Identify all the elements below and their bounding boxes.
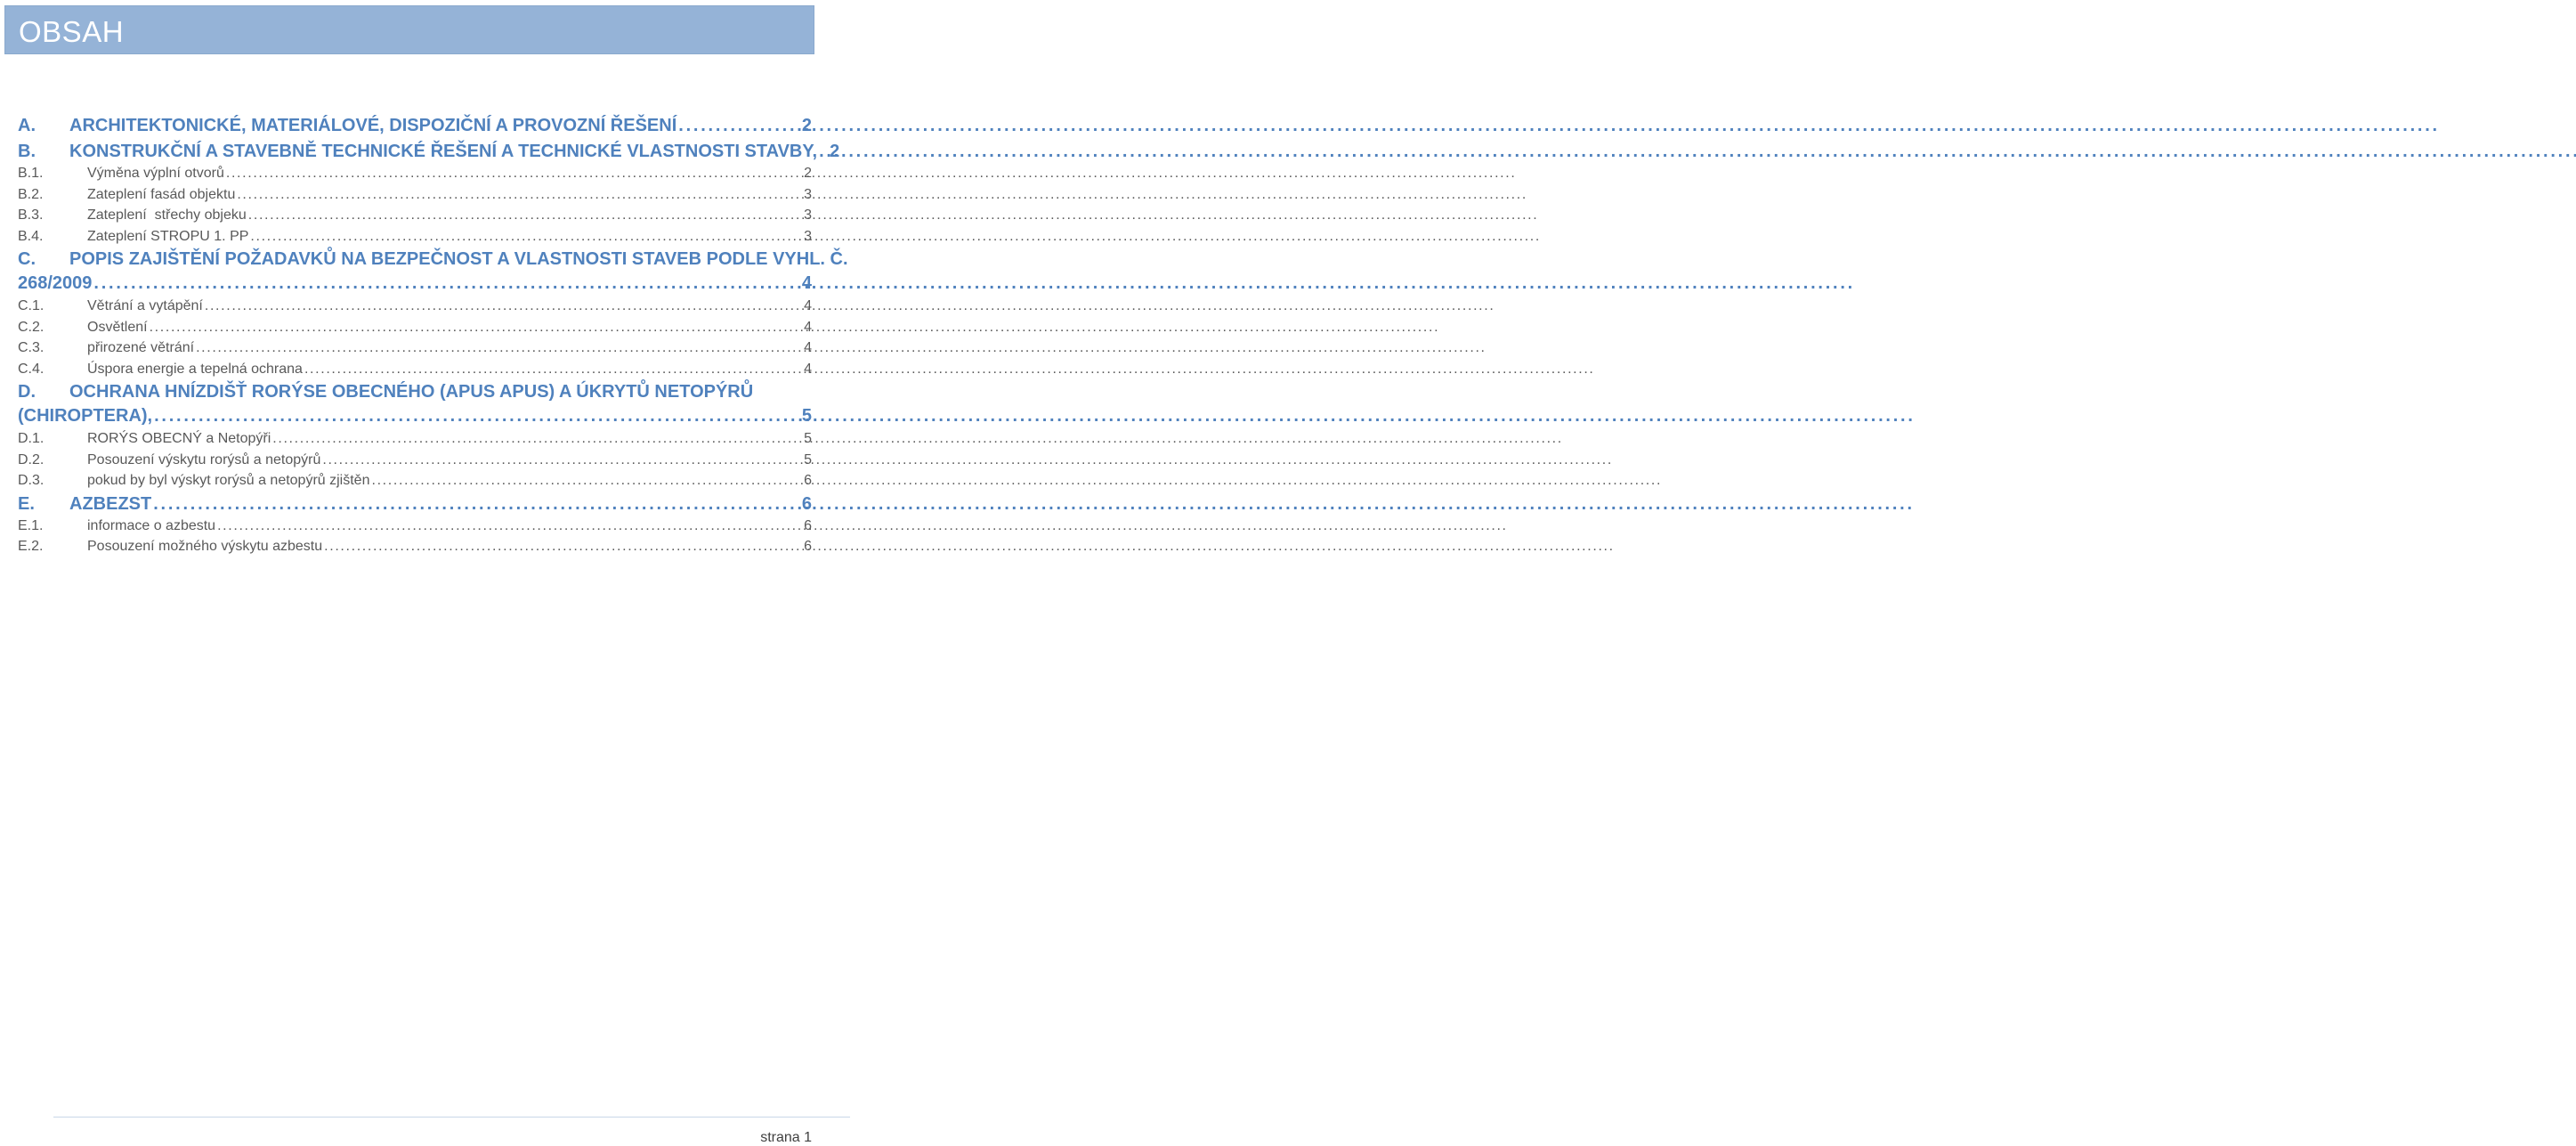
toc-page: 3 <box>804 186 812 202</box>
toc-title: Zateplení střechy objeku <box>87 207 247 223</box>
toc-leader <box>93 272 799 296</box>
toc-page: 3 <box>804 207 812 223</box>
toc-leader <box>196 337 802 359</box>
toc-title-line1: OCHRANA HNÍZDIŠŤ RORÝSE OBECNÉHO (APUS APUS) A ÚKRYTŮ NETOPÝRŮ <box>69 382 754 402</box>
toc-title: KONSTRUKČNÍ A STAVEBNĚ TECHNICKÉ ŘEŠENÍ A TECHNICKÉ VLASTNOSTI STAVBY, <box>69 142 818 161</box>
toc-number: B. <box>18 142 36 161</box>
toc-title: Výměna výplní otvorů <box>87 166 224 181</box>
toc-entry-e2[interactable] <box>18 536 812 557</box>
toc-number: B.3. <box>18 207 44 223</box>
toc-title: Úspora energie a tepelná ochrana <box>87 361 303 377</box>
toc-title: Zateplení STROPU 1. PP <box>87 228 249 244</box>
toc-number: D.3. <box>18 473 45 488</box>
toc-leader <box>153 492 800 516</box>
toc-entry-b[interactable] <box>18 140 840 163</box>
toc-leader <box>237 184 802 206</box>
toc-number: E.2. <box>18 539 44 554</box>
toc-page: 4 <box>804 340 812 355</box>
toc-entry-e1[interactable] <box>18 516 812 537</box>
toc-title-line2: (CHIROPTERA), <box>18 406 153 426</box>
toc-page: 4 <box>804 319 812 335</box>
toc-page: 2 <box>804 166 812 181</box>
toc-page: 4 <box>801 273 812 293</box>
toc-entry-b2[interactable] <box>18 184 812 206</box>
toc-leader <box>371 470 802 492</box>
toc-entry-d[interactable] <box>18 380 812 428</box>
toc-leader <box>322 450 802 471</box>
toc-page: 4 <box>804 361 812 377</box>
toc-number: C.1. <box>18 298 45 313</box>
toc-entry-d2[interactable] <box>18 450 812 471</box>
toc-leader <box>248 205 802 226</box>
toc-title: Osvětlení <box>87 319 148 335</box>
toc-page: 6 <box>804 517 812 533</box>
toc-leader <box>154 404 800 428</box>
page-number: strana 1 <box>760 1130 812 1145</box>
toc-page: 6 <box>804 473 812 488</box>
toc-number: D.1. <box>18 431 45 446</box>
toc-number: B.4. <box>18 228 44 244</box>
toc-page: 5 <box>804 451 812 467</box>
toc-title: pokud by byl výskyt rorýsů a netopýrů zjištěn <box>87 473 370 488</box>
toc-leader <box>272 428 802 450</box>
toc-entry-e[interactable] <box>18 492 812 516</box>
toc-leader <box>226 163 802 184</box>
heading-band <box>4 5 814 54</box>
toc-leader <box>324 536 802 557</box>
toc-page: 6 <box>801 493 812 514</box>
toc-number: D. <box>18 382 36 402</box>
toc-entry-b1[interactable] <box>18 163 812 184</box>
toc-leader <box>304 359 802 380</box>
toc-number: B.2. <box>18 186 44 202</box>
toc-page: 3 <box>804 228 812 244</box>
toc-entry-c[interactable] <box>18 248 848 296</box>
toc-leader <box>250 226 802 248</box>
toc-number: C.2. <box>18 319 45 335</box>
toc-page: 5 <box>801 406 812 426</box>
toc-number: C.4. <box>18 361 45 377</box>
toc-page: 2 <box>801 116 812 135</box>
toc-entry-a[interactable] <box>18 114 812 137</box>
table-of-contents <box>18 112 848 557</box>
toc-number: C.3. <box>18 340 45 355</box>
toc-title: ARCHITEKTONICKÉ, MATERIÁLOVÉ, DISPOZIČNÍ A PROVOZNÍ ŘEŠENÍ <box>69 116 677 135</box>
page-title: OBSAH <box>19 15 125 48</box>
toc-page: 6 <box>804 539 812 554</box>
toc-number: E.1. <box>18 517 44 533</box>
toc-title: informace o azbestu <box>87 517 216 533</box>
toc-number: E. <box>18 493 35 514</box>
footer-divider <box>53 1117 850 1118</box>
toc-entry-d1[interactable] <box>18 428 812 450</box>
toc-title: AZBEZST <box>69 493 152 514</box>
toc-number: D.2. <box>18 451 45 467</box>
toc-entry-c4[interactable] <box>18 359 812 380</box>
toc-title-line2: 268/2009 <box>18 273 93 293</box>
toc-entry-c3[interactable] <box>18 337 812 359</box>
toc-title-line1: POPIS ZAJIŠTĚNÍ POŽADAVKŮ NA BEZPEČNOST A VLASTNOSTI STAVEB PODLE VYHL. Č. <box>69 249 848 269</box>
toc-number: C. <box>18 249 36 269</box>
toc-entry-c2[interactable] <box>18 317 812 338</box>
toc-leader <box>150 317 803 338</box>
toc-entry-c1[interactable] <box>18 296 812 317</box>
toc-title: Zateplení fasád objektu <box>87 186 236 202</box>
toc-leader <box>217 516 802 537</box>
toc-page: 2 <box>830 142 840 161</box>
toc-entry-b4[interactable] <box>18 226 812 248</box>
toc-title: Větrání a vytápění <box>87 298 203 313</box>
toc-leader <box>678 114 800 137</box>
toc-page: 4 <box>804 298 812 313</box>
toc-page: 5 <box>804 431 812 446</box>
toc-leader <box>205 296 802 317</box>
toc-title: Posouzení výskytu rorýsů a netopýrů <box>87 451 321 467</box>
toc-title: přirozené větrání <box>87 340 195 355</box>
toc-entry-b3[interactable] <box>18 205 812 226</box>
toc-number: A. <box>18 116 36 135</box>
toc-number: B.1. <box>18 166 44 181</box>
toc-leader <box>819 140 828 163</box>
toc-entry-d3[interactable] <box>18 470 812 492</box>
toc-title: Posouzení možného výskytu azbestu <box>87 539 323 554</box>
toc-title: RORÝS OBECNÝ a Netopýři <box>87 431 271 446</box>
